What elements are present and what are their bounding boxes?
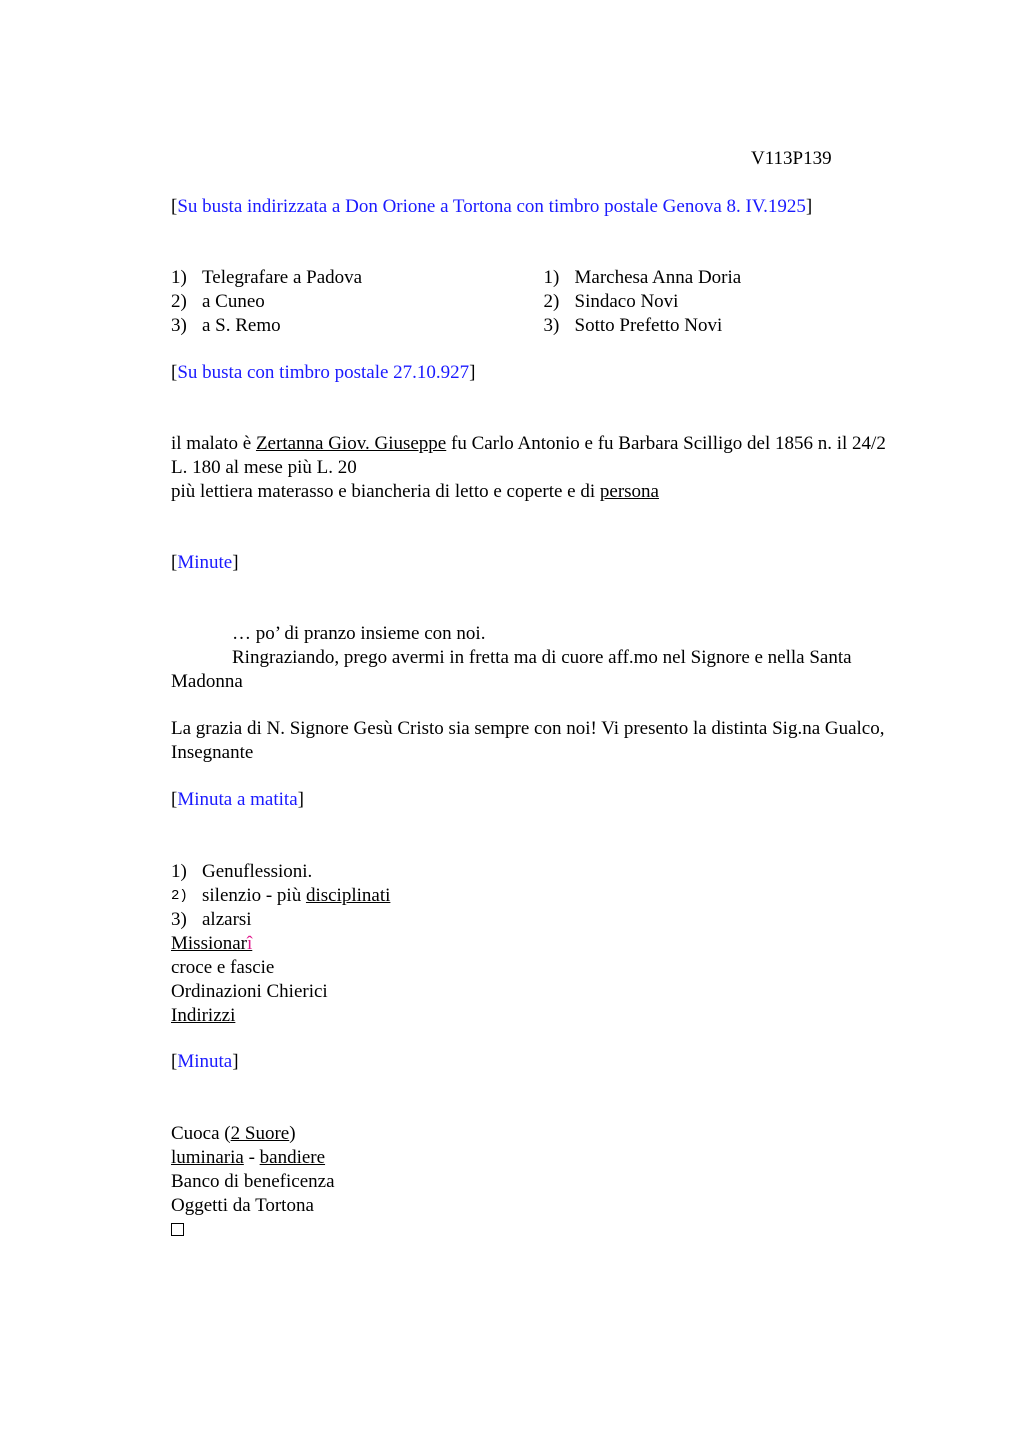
list-item: Oggetti da Tortona — [171, 1195, 314, 1216]
payment-line: L. 180 al mese più L. 20 — [171, 457, 357, 478]
list-item: 2) silenzio - più disciplinati — [171, 885, 391, 906]
thanks-line: Ringraziando, prego avermi in fretta ma di cuore aff.mo nel Signore e nella Santa Madonna — [171, 647, 852, 692]
reference-code: V113P139 — [751, 148, 832, 169]
list-item: 3) Sotto Prefetto Novi — [543, 315, 723, 336]
editor-note-envelope-1: [Su busta indirizzata a Don Orione a Tortona con timbro postale Genova 8. IV.1925] — [171, 196, 813, 217]
editor-note-pencil: [Minuta a matita] — [171, 789, 304, 810]
list-item: luminaria - bandiere — [171, 1147, 326, 1168]
final-list — [171, 1122, 916, 1243]
note-text: Minuta — [177, 1051, 233, 1072]
list-item: Cuoca (2 Suore) — [171, 1123, 296, 1144]
note-text: Minuta a matita — [177, 789, 298, 810]
list-item: Banco di beneficenza — [171, 1171, 335, 1192]
list-item: Ordinazioni Chierici — [171, 981, 328, 1002]
pencil-list — [171, 860, 916, 1028]
list-left — [171, 266, 544, 338]
list-right — [544, 266, 917, 338]
supplies-line: più lettiera materasso e biancheria di letto e coperte e di persona — [171, 481, 659, 502]
list-item: 1) Marchesa Anna Doria — [543, 267, 742, 288]
paragraph-lunch — [171, 622, 916, 694]
paragraph-patient — [171, 432, 916, 504]
list-item: 2) Sindaco Novi — [543, 291, 679, 312]
patient-name: Zertanna Giov. Giuseppe — [255, 433, 447, 454]
paragraph-grace: La grazia di N. Signore Gesù Cristo sia sempre con noi! Vi presento la distinta Sig.na Gualco, Insegnante — [171, 718, 885, 763]
list-item: 3) alzarsi — [171, 909, 252, 930]
note-text: Su busta indirizzata a Don Orione a Tortona con timbro postale Genova 8. IV.1925 — [177, 196, 806, 217]
lunch-line: … po’ di pranzo insieme con noi. — [232, 623, 486, 644]
list-item: 3) a S. Remo — [171, 315, 281, 336]
two-column-list — [171, 266, 916, 338]
editor-note-minute: [Minute] — [171, 552, 239, 573]
note-text: Minute — [177, 552, 233, 573]
patient-line: il malato è Zertanna Giov. Giuseppe fu Carlo Antonio e fu Barbara Scilligo del 1856 n. il 24/2 — [171, 433, 886, 454]
list-item: Indirizzi — [171, 1005, 236, 1026]
list-item: croce e fascie — [171, 957, 275, 978]
list-item: 2) a Cuneo — [171, 291, 265, 312]
editor-note-minuta: [Minuta] — [171, 1051, 239, 1072]
missionari-line: Missionarî — [171, 933, 253, 954]
note-text: Su busta con timbro postale 27.10.927 — [177, 362, 470, 383]
list-item: 1) Genuflessioni. — [171, 861, 313, 882]
checkbox-square-icon — [171, 1218, 916, 1243]
list-item: 1) Telegrafare a Padova — [171, 267, 363, 288]
editor-note-envelope-2: [Su busta con timbro postale 27.10.927] — [171, 362, 476, 383]
